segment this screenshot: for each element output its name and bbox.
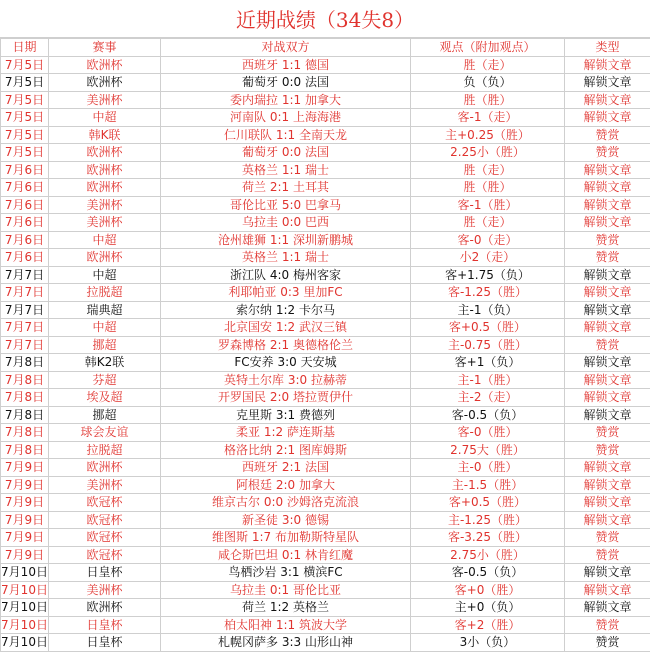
cell-view: 客+0.5（胜） [411, 319, 565, 337]
cell-competition: 美洲杯 [49, 196, 161, 214]
cell-match: 西班牙 1:1 德国 [161, 56, 411, 74]
cell-competition: 中超 [49, 319, 161, 337]
cell-date: 7月8日 [1, 371, 49, 389]
cell-match: 维图斯 1:7 布加勒斯特星队 [161, 529, 411, 547]
cell-match: 乌拉圭 0:1 哥伦比亚 [161, 581, 411, 599]
cell-view: 主-1.5（胜） [411, 476, 565, 494]
cell-match: 浙江队 4:0 梅州客家 [161, 266, 411, 284]
cell-match: 新圣徒 3:0 德锡 [161, 511, 411, 529]
table-row [1, 179, 650, 197]
cell-type[interactable]: 解锁文章 [565, 179, 650, 197]
cell-date: 7月9日 [1, 459, 49, 477]
cell-match: 仁川联队 1:1 全南天龙 [161, 126, 411, 144]
cell-view: 负（负） [411, 74, 565, 92]
cell-match: FC安养 3:0 天安城 [161, 354, 411, 372]
cell-view: 小2（走） [411, 249, 565, 267]
cell-view: 客-0（胜） [411, 424, 565, 442]
cell-match: 英格兰 1:1 瑞士 [161, 249, 411, 267]
cell-view: 客-1（胜） [411, 196, 565, 214]
cell-match: 维京古尔 0:0 沙姆洛克流浪 [161, 494, 411, 512]
cell-type[interactable]: 解锁文章 [565, 74, 650, 92]
cell-type[interactable]: 赞赏 [565, 441, 650, 459]
cell-view: 主-1.25（胜） [411, 511, 565, 529]
table-row [1, 616, 650, 634]
cell-date: 7月6日 [1, 161, 49, 179]
cell-competition: 欧冠杯 [49, 529, 161, 547]
cell-competition: 日皇杯 [49, 564, 161, 582]
header-view: 观点（附加观点） [411, 39, 565, 57]
cell-competition: 美洲杯 [49, 476, 161, 494]
cell-match: 葡萄牙 0:0 法国 [161, 74, 411, 92]
cell-match: 索尔纳 1:2 卡尔马 [161, 301, 411, 319]
cell-date: 7月6日 [1, 196, 49, 214]
cell-type[interactable]: 赞赏 [565, 424, 650, 442]
cell-date: 7月7日 [1, 301, 49, 319]
cell-view: 客+1.75（负） [411, 266, 565, 284]
cell-view: 主+0（负） [411, 599, 565, 617]
table-row [1, 126, 650, 144]
cell-date: 7月9日 [1, 511, 49, 529]
cell-competition: 欧冠杯 [49, 546, 161, 564]
table-row [1, 56, 650, 74]
cell-match: 英格兰 1:1 瑞士 [161, 161, 411, 179]
cell-view: 主+0.25（胜） [411, 126, 565, 144]
header-row [1, 39, 650, 57]
cell-competition: 拉脱超 [49, 441, 161, 459]
table-row [1, 581, 650, 599]
cell-match: 阿根廷 2:0 加拿大 [161, 476, 411, 494]
cell-view: 客+2（胜） [411, 616, 565, 634]
sheet-title: 近期战绩（34失8） [0, 0, 650, 38]
table-row [1, 424, 650, 442]
table-row [1, 494, 650, 512]
cell-competition: 欧冠杯 [49, 511, 161, 529]
cell-type[interactable]: 赞赏 [565, 336, 650, 354]
header-date: 日期 [1, 39, 49, 57]
cell-view: 客+0.5（胜） [411, 494, 565, 512]
cell-type[interactable]: 解锁文章 [565, 109, 650, 127]
cell-type[interactable]: 解锁文章 [565, 301, 650, 319]
cell-type[interactable]: 解锁文章 [565, 284, 650, 302]
cell-type[interactable]: 解锁文章 [565, 319, 650, 337]
table-row [1, 564, 650, 582]
cell-date: 7月8日 [1, 389, 49, 407]
cell-competition: 球会友谊 [49, 424, 161, 442]
table-row [1, 354, 650, 372]
table-row [1, 249, 650, 267]
cell-date: 7月6日 [1, 231, 49, 249]
cell-match: 札幌冈萨多 3:3 山形山神 [161, 634, 411, 652]
cell-date: 7月8日 [1, 406, 49, 424]
cell-date: 7月9日 [1, 546, 49, 564]
cell-competition: 韩K联 [49, 126, 161, 144]
cell-match: 英特土尔库 3:0 拉赫蒂 [161, 371, 411, 389]
cell-match: 咸仑斯巴坦 0:1 林肯红魔 [161, 546, 411, 564]
cell-type[interactable]: 解锁文章 [565, 511, 650, 529]
cell-competition: 中超 [49, 109, 161, 127]
cell-view: 胜（胜） [411, 91, 565, 109]
table-row [1, 144, 650, 162]
cell-date: 7月6日 [1, 214, 49, 232]
cell-type[interactable]: 解锁文章 [565, 564, 650, 582]
cell-competition: 欧洲杯 [49, 179, 161, 197]
cell-view: 2.75大（胜） [411, 441, 565, 459]
cell-view: 胜（胜） [411, 179, 565, 197]
cell-date: 7月10日 [1, 565, 48, 579]
cell-view: 客-0.5（负） [411, 564, 565, 582]
table-row [1, 599, 650, 617]
cell-type[interactable]: 解锁文章 [565, 161, 650, 179]
table-row [1, 196, 650, 214]
results-body [1, 56, 650, 651]
cell-date: 7月6日 [1, 249, 49, 267]
table-row [1, 336, 650, 354]
cell-type[interactable]: 赞赏 [565, 616, 650, 634]
cell-match: 委内瑞拉 1:1 加拿大 [161, 91, 411, 109]
cell-competition: 美洲杯 [49, 214, 161, 232]
table-row [1, 529, 650, 547]
table-row [1, 231, 650, 249]
cell-date: 7月7日 [1, 319, 49, 337]
cell-date: 7月7日 [1, 284, 49, 302]
cell-view: 3小（负） [411, 634, 565, 652]
cell-date: 7月5日 [1, 144, 49, 162]
cell-competition: 美洲杯 [49, 581, 161, 599]
cell-view: 客-1（走） [411, 109, 565, 127]
cell-competition: 芬超 [49, 371, 161, 389]
cell-competition: 埃及超 [49, 389, 161, 407]
cell-type[interactable]: 赞赏 [565, 126, 650, 144]
cell-type[interactable]: 赞赏 [565, 144, 650, 162]
cell-date: 7月6日 [1, 179, 49, 197]
cell-view: 客-0.5（负） [411, 406, 565, 424]
cell-competition: 欧洲杯 [49, 56, 161, 74]
table-row [1, 161, 650, 179]
cell-type[interactable]: 赞赏 [565, 529, 650, 547]
table-row [1, 109, 650, 127]
cell-view: 客+0（胜） [411, 581, 565, 599]
cell-match: 葡萄牙 0:0 法国 [161, 144, 411, 162]
cell-match: 哥伦比亚 5:0 巴拿马 [161, 196, 411, 214]
cell-type[interactable]: 赞赏 [565, 634, 650, 652]
header-competition: 赛事 [49, 39, 161, 57]
cell-competition: 欧洲杯 [49, 144, 161, 162]
cell-match: 乌拉圭 0:0 巴西 [161, 214, 411, 232]
cell-match: 柔亚 1:2 萨连斯基 [161, 424, 411, 442]
cell-match: 北京国安 1:2 武汉三镇 [161, 319, 411, 337]
cell-match: 罗森博格 2:1 奥德格伦兰 [161, 336, 411, 354]
cell-match: 鸟栖沙岩 3:1 横滨FC [161, 564, 411, 582]
table-row [1, 91, 650, 109]
cell-view: 客-3.25（胜） [411, 529, 565, 547]
cell-view: 主-1（负） [411, 301, 565, 319]
cell-competition: 欧洲杯 [49, 599, 161, 617]
table-row [1, 284, 650, 302]
table-row [1, 74, 650, 92]
cell-match: 西班牙 2:1 法国 [161, 459, 411, 477]
cell-competition: 中超 [49, 231, 161, 249]
cell-view: 客-1.25（胜） [411, 284, 565, 302]
cell-view: 2.75小（胜） [411, 546, 565, 564]
cell-date: 7月5日 [1, 109, 49, 127]
cell-type[interactable]: 解锁文章 [565, 476, 650, 494]
cell-date: 7月5日 [1, 126, 49, 144]
table-row [1, 511, 650, 529]
cell-competition: 韩K2联 [49, 354, 161, 372]
cell-date: 7月7日 [1, 266, 49, 284]
table-row [1, 634, 650, 652]
cell-view: 客+1（负） [411, 354, 565, 372]
cell-view: 主-1（胜） [411, 371, 565, 389]
cell-date: 7月5日 [1, 74, 49, 92]
cell-type[interactable]: 解锁文章 [565, 494, 650, 512]
cell-view: 胜（走） [411, 56, 565, 74]
table-row [1, 546, 650, 564]
header-match: 对战双方 [161, 39, 411, 57]
cell-view: 客-0（走） [411, 231, 565, 249]
cell-type[interactable]: 解锁文章 [565, 406, 650, 424]
cell-type[interactable]: 解锁文章 [565, 266, 650, 284]
cell-type[interactable]: 赞赏 [565, 231, 650, 249]
cell-type[interactable]: 解锁文章 [565, 599, 650, 617]
cell-view: 胜（走） [411, 161, 565, 179]
header-type: 类型 [565, 39, 650, 57]
cell-competition: 欧洲杯 [49, 459, 161, 477]
table-row [1, 441, 650, 459]
cell-type[interactable]: 解锁文章 [565, 91, 650, 109]
cell-match: 克里斯 3:1 费德列 [161, 406, 411, 424]
cell-competition: 挪超 [49, 336, 161, 354]
cell-date: 7月9日 [1, 476, 49, 494]
table-row [1, 476, 650, 494]
cell-match: 柏太阳神 1:1 筑波大学 [161, 616, 411, 634]
cell-competition: 欧冠杯 [49, 494, 161, 512]
cell-competition: 美洲杯 [49, 91, 161, 109]
cell-date: 7月10日 [1, 635, 48, 649]
cell-date: 7月10日 [1, 582, 48, 597]
table-row [1, 319, 650, 337]
cell-match: 荷兰 2:1 土耳其 [161, 179, 411, 197]
cell-type[interactable]: 解锁文章 [565, 389, 650, 407]
cell-date: 7月8日 [1, 424, 49, 442]
cell-date: 7月8日 [1, 354, 49, 372]
cell-type[interactable]: 赞赏 [565, 546, 650, 564]
cell-date: 7月5日 [1, 91, 49, 109]
cell-view: 主-0（胜） [411, 459, 565, 477]
table-row [1, 406, 650, 424]
cell-date: 7月8日 [1, 441, 49, 459]
cell-type[interactable]: 赞赏 [565, 249, 650, 267]
table-row [1, 214, 650, 232]
cell-competition: 欧洲杯 [49, 161, 161, 179]
table-row [1, 371, 650, 389]
table-row [1, 389, 650, 407]
cell-competition: 日皇杯 [49, 634, 161, 652]
cell-date: 7月10日 [1, 617, 48, 632]
table-row [1, 266, 650, 284]
cell-competition: 拉脱超 [49, 284, 161, 302]
cell-date: 7月9日 [1, 494, 49, 512]
table-row [1, 459, 650, 477]
cell-competition: 欧洲杯 [49, 74, 161, 92]
cell-type[interactable]: 解锁文章 [565, 459, 650, 477]
cell-date: 7月10日 [1, 600, 48, 614]
cell-date: 7月7日 [1, 336, 49, 354]
cell-competition: 瑞典超 [49, 301, 161, 319]
cell-type[interactable]: 解锁文章 [565, 354, 650, 372]
table-row [1, 301, 650, 319]
cell-view: 主-2（走） [411, 389, 565, 407]
cell-competition: 日皇杯 [49, 616, 161, 634]
cell-type[interactable]: 解锁文章 [565, 214, 650, 232]
cell-match: 荷兰 1:2 英格兰 [161, 599, 411, 617]
cell-view: 主-0.75（胜） [411, 336, 565, 354]
cell-competition: 挪超 [49, 406, 161, 424]
cell-type[interactable]: 解锁文章 [565, 371, 650, 389]
cell-match: 河南队 0:1 上海海港 [161, 109, 411, 127]
cell-date: 7月5日 [1, 56, 49, 74]
cell-date: 7月9日 [1, 529, 49, 547]
cell-match: 利耶帕亚 0:3 里加FC [161, 284, 411, 302]
cell-view: 2.25小（胜） [411, 144, 565, 162]
cell-match: 沧州雄狮 1:1 深圳新鹏城 [161, 231, 411, 249]
cell-type[interactable]: 解锁文章 [565, 196, 650, 214]
cell-match: 开罗国民 2:0 塔拉贾伊什 [161, 389, 411, 407]
cell-match: 格洛比纳 2:1 图库姆斯 [161, 441, 411, 459]
cell-competition: 欧洲杯 [49, 249, 161, 267]
cell-type[interactable]: 解锁文章 [565, 581, 650, 599]
cell-type[interactable]: 解锁文章 [565, 56, 650, 74]
results-table [0, 38, 650, 652]
cell-competition: 中超 [49, 266, 161, 284]
cell-view: 胜（走） [411, 214, 565, 232]
